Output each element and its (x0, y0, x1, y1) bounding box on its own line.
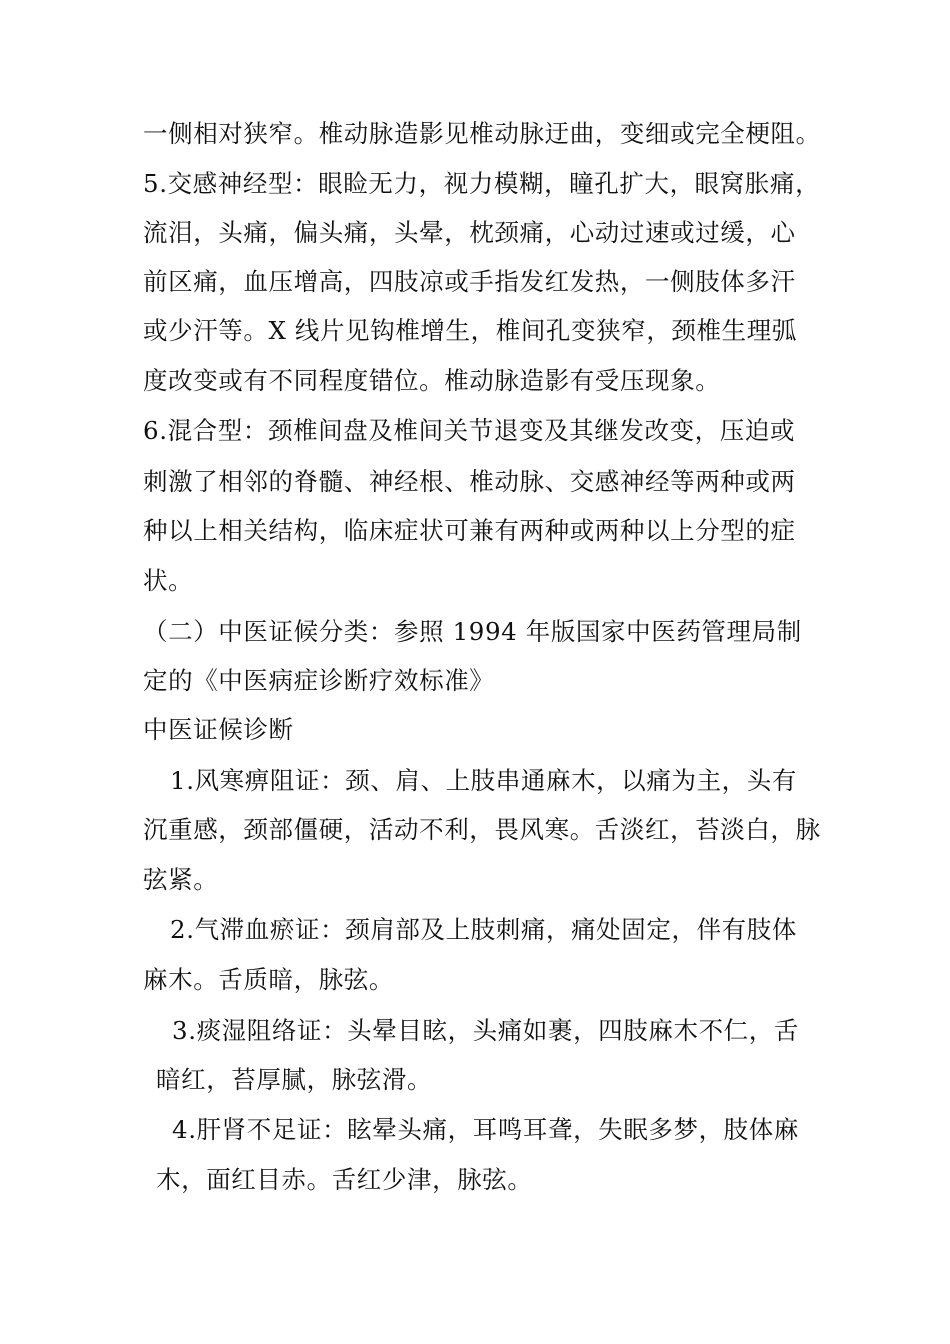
text-line: 流泪，头痛，偏头痛，头晕，枕颈痛，心动过速或过缓，心 (143, 218, 796, 247)
text-line: 定的《中医病症诊断疗效标准》 (143, 666, 495, 695)
text-line: 弦紧。 (143, 865, 219, 894)
text-line: 前区痛，血压增高，四肢凉或手指发红发热，一侧肢体多汗 (143, 267, 796, 296)
text-line: 4.肝肾不足证：眩晕头痛，耳鸣耳聋，失眠多梦，肢体麻 (172, 1115, 799, 1144)
text-line: 沉重感，颈部僵硬，活动不利，畏风寒。舌淡红，苔淡白，脉 (143, 815, 821, 844)
text-line: 种以上相关结构，临床症状可兼有两种或两种以上分型的症 (143, 516, 796, 545)
text-line: 1.风寒痹阻证：颈、肩、上肢串通麻木，以痛为主，头有 (170, 766, 797, 795)
text-line: 一侧相对狭窄。椎动脉造影见椎动脉迂曲，变细或完全梗阻。 (143, 119, 821, 148)
text-line: 麻木。舌质暗，脉弦。 (143, 965, 394, 994)
text-line: 或少汗等。X 线片见钩椎增生，椎间孔变狭窄，颈椎生理弧 (143, 316, 797, 345)
text-line: 2.气滞血瘀证：颈肩部及上肢刺痛，痛处固定，伴有肢体 (170, 915, 797, 944)
text-line: 状。 (143, 566, 194, 595)
text-line: 木，面红目赤。舌红少津，脉弦。 (156, 1165, 533, 1194)
text-line: 度改变或有不同程度错位。椎动脉造影有受压现象。 (143, 366, 721, 395)
text-line: 刺激了相邻的脊髓、神经根、椎动脉、交感神经等两种或两 (143, 467, 796, 496)
section-heading: 中医证候诊断 (143, 715, 294, 744)
text-line: （二）中医证候分类：参照 1994 年版国家中医药管理局制 (143, 617, 802, 646)
text-line: 暗红，苔厚腻，脉弦滑。 (156, 1065, 433, 1094)
text-line: 3.痰湿阻络证：头晕目眩，头痛如裹，四肢麻木不仁，舌 (172, 1016, 799, 1045)
text-line: 5.交感神经型：眼睑无力，视力模糊，瞳孔扩大，眼窝胀痛， (143, 169, 821, 198)
text-line: 6.混合型：颈椎间盘及椎间关节退变及其继发改变，压迫或 (143, 416, 796, 445)
